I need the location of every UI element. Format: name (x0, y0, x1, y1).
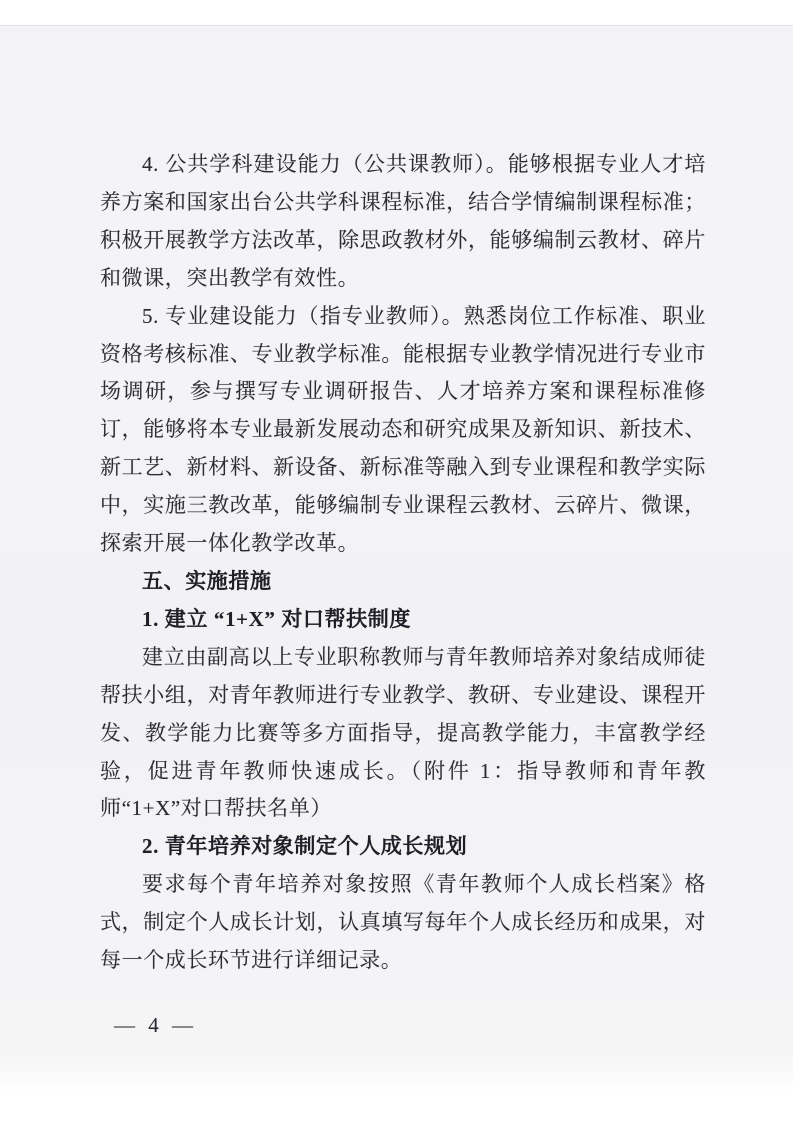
paragraph-mentor-pairing: 建立由副高以上专业职称教师与青年教师培养对象结成师徒帮扶小组，对青年教师进行专业教学、教研、专业建设、课程开发、教学能力比赛等多方面指导，提高教学能力，丰富教学经验，促进青年教师快速成长。（附件 1：指导教师和青年教师“1+X”对口帮扶名单） (100, 644, 706, 821)
scan-edge-line (0, 25, 793, 26)
document-body (100, 146, 706, 980)
section-heading-implementation-measures: 五、实施措施 (142, 568, 272, 593)
paragraph-public-course-ability: 4. 公共学科建设能力（公共课教师）。能够根据专业人才培养方案和国家出台公共学科课程标准，结合学情编制课程标准；积极开展教学方法改革，除思政教材外，能够编制云教材、碎片和微课，突出教学有效性。 (100, 152, 706, 290)
sub-heading-personal-growth-plan: 2. 青年培养对象制定个人成长规划 (142, 834, 468, 859)
page-number: — 4 — (114, 1013, 197, 1037)
sub-heading-1plusx-pairing-system: 1. 建立 “1+X” 对口帮扶制度 (142, 606, 411, 631)
paragraph-professional-ability: 5. 专业建设能力（指专业教师）。熟悉岗位工作标准、职业资格考核标准、专业教学标准。能根据专业教学情况进行专业市场调研，参与撰写专业调研报告、人才培养方案和课程标准修订，能够将本专业最新发展动态和研究成果及新知识、新技术、新工艺、新材料、新设备、新标准等融入到专业课程和教学实际中，实施三教改革，能够编制专业课程云教材、云碎片、微课，探索开展一体化教学改革。 (100, 303, 706, 556)
paragraph-growth-archive: 要求每个青年培养对象按照《青年教师个人成长档案》格式，制定个人成长计划，认真填写每年个人成长经历和成果，对每一个成长环节进行详细记录。 (100, 872, 706, 973)
